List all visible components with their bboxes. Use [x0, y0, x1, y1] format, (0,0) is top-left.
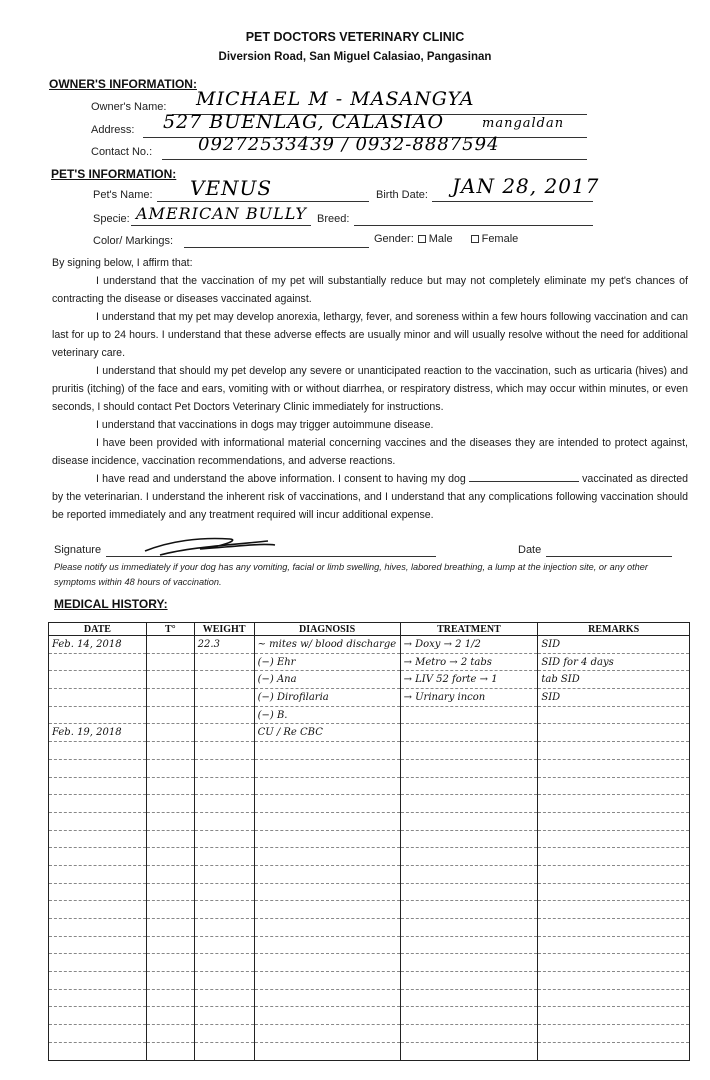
owner-section-title: OWNER'S INFORMATION: [49, 77, 197, 91]
table-cell[interactable] [194, 865, 254, 883]
table-cell[interactable] [254, 848, 400, 866]
date-label: Date [518, 544, 542, 556]
column-header: T° [146, 623, 194, 636]
gender-male-label: Male [428, 233, 453, 245]
table-row [49, 742, 690, 760]
table-cell[interactable] [254, 883, 400, 901]
table-cell[interactable] [400, 795, 538, 813]
table-cell[interactable] [146, 865, 194, 883]
signature-scribble [140, 533, 280, 559]
table-cell[interactable] [49, 812, 147, 830]
pet-name-value[interactable]: VENUS [190, 176, 273, 200]
breed-line[interactable] [354, 225, 593, 226]
breed-label: Breed: [317, 213, 350, 225]
table-cell[interactable] [254, 777, 400, 795]
consent-p3: I understand that should my pet develop any severe or unanticipated reaction to the vaccination, such as urticaria (hives) and pruritis (itching) of the face and ears, vomiting with or without diarrhea, or respiratory distress, which may occur within minutes, or even seconds, I should contact Pet Doctors Veterinary Clinic immediately for instructions. [52, 365, 688, 413]
table-cell[interactable]: (−) Ana [254, 671, 400, 689]
table-cell[interactable] [194, 671, 254, 689]
table-cell[interactable] [49, 742, 147, 760]
table-cell[interactable] [49, 795, 147, 813]
table-cell[interactable] [194, 972, 254, 990]
table-cell[interactable] [538, 1025, 690, 1043]
table-cell[interactable] [49, 653, 147, 671]
table-cell[interactable] [538, 954, 690, 972]
table-row [49, 848, 690, 866]
table-cell[interactable] [194, 1025, 254, 1043]
table-cell[interactable] [49, 919, 147, 937]
notice-text: Please notify us immediately if your dog has any vomiting, facial or limb swelling, hives, labored breathing, a lump at the injection site, or any other symptoms within 48 hours of vaccination. [54, 562, 648, 587]
table-cell[interactable] [538, 1007, 690, 1025]
table-cell[interactable] [254, 865, 400, 883]
table-cell[interactable] [254, 830, 400, 848]
table-cell[interactable] [538, 865, 690, 883]
table-cell[interactable] [146, 936, 194, 954]
table-row [49, 636, 690, 654]
table-cell[interactable]: Feb. 14, 2018 [49, 636, 147, 654]
table-cell[interactable] [538, 795, 690, 813]
table-cell[interactable] [49, 689, 147, 707]
table-cell[interactable] [254, 1042, 400, 1060]
signature-label: Signature [54, 544, 102, 556]
table-cell[interactable] [400, 1042, 538, 1060]
table-cell[interactable] [538, 777, 690, 795]
table-cell[interactable] [146, 954, 194, 972]
table-cell[interactable] [146, 1007, 194, 1025]
birth-date-label: Birth Date: [376, 189, 428, 201]
table-cell[interactable] [194, 724, 254, 742]
table-cell[interactable] [194, 919, 254, 937]
color-markings-line[interactable] [184, 247, 369, 248]
table-row [49, 706, 690, 724]
address-value[interactable]: 527 BUENLAG, CALASIAO [163, 111, 445, 133]
owner-name-value[interactable]: MICHAEL M - MASANGYA [196, 88, 475, 110]
clinic-name: PET DOCTORS VETERINARY CLINIC [245, 30, 465, 44]
table-row [49, 883, 690, 901]
table-cell[interactable] [49, 777, 147, 795]
table-row [49, 901, 690, 919]
table-cell[interactable] [49, 759, 147, 777]
table-cell[interactable] [146, 777, 194, 795]
table-cell[interactable] [49, 671, 147, 689]
column-header: DATE [49, 623, 147, 636]
table-cell[interactable] [194, 1007, 254, 1025]
owner-name-label: Owner's Name: [91, 101, 167, 113]
table-cell[interactable] [538, 812, 690, 830]
table-cell[interactable]: ~ mites w/ blood discharge [254, 636, 400, 654]
table-cell[interactable]: → Doxy → 2 1/2 [400, 636, 538, 654]
table-cell[interactable] [49, 972, 147, 990]
consent-p6b: vaccinated [582, 473, 633, 485]
table-cell[interactable] [49, 706, 147, 724]
medical-table-body [49, 636, 690, 1061]
clinic-address: Diversion Road, San Miguel Calasiao, Pangasinan [218, 51, 492, 63]
table-cell[interactable] [538, 759, 690, 777]
gender-label: Gender: [374, 233, 414, 245]
table-cell[interactable] [254, 901, 400, 919]
table-cell[interactable] [194, 830, 254, 848]
consent-intro: By signing below, I affirm that: [52, 257, 193, 269]
table-cell[interactable] [49, 989, 147, 1007]
table-cell[interactable] [400, 901, 538, 919]
table-cell[interactable] [194, 1042, 254, 1060]
table-cell[interactable] [538, 883, 690, 901]
table-cell[interactable]: SID [538, 636, 690, 654]
consent-p2: I understand that my pet may develop anorexia, lethargy, fever, and soreness within a few hours following vaccination and can last for up to 24 hours. I understand that these adverse effects are usually minor and will usually resolve without the need for additional veterinary care. [52, 311, 688, 359]
consent-p6a: I have read and understand the above information. I consent to having my dog [96, 473, 466, 485]
table-cell[interactable] [146, 636, 194, 654]
gender-female-checkbox[interactable] [471, 235, 479, 243]
table-cell[interactable] [146, 795, 194, 813]
gender-field [374, 233, 518, 245]
column-header: TREATMENT [400, 623, 538, 636]
table-row [49, 830, 690, 848]
specie-label: Specie: [93, 213, 130, 225]
consent-p5: I have been provided with informational material concerning vaccines and the diseases they are intended to protect against, disease incidence, vaccination recommendations, and adverse reactions. [52, 437, 688, 467]
table-cell[interactable] [254, 742, 400, 760]
table-cell[interactable] [538, 848, 690, 866]
table-cell[interactable] [538, 830, 690, 848]
table-cell[interactable]: (−) Ehr [254, 653, 400, 671]
table-cell[interactable] [254, 795, 400, 813]
table-row [49, 1007, 690, 1025]
table-cell[interactable] [400, 830, 538, 848]
table-cell[interactable] [400, 954, 538, 972]
table-row [49, 954, 690, 972]
table-cell[interactable] [146, 724, 194, 742]
consent-p6 [52, 470, 688, 524]
table-cell[interactable] [400, 848, 538, 866]
table-cell[interactable] [49, 954, 147, 972]
address-label: Address: [91, 124, 135, 136]
table-cell[interactable] [146, 901, 194, 919]
table-row [49, 865, 690, 883]
table-cell[interactable] [194, 653, 254, 671]
specie-value[interactable]: AMERICAN BULLY [136, 204, 307, 223]
pet-section-title: PET'S INFORMATION: [51, 167, 177, 181]
table-cell[interactable] [49, 936, 147, 954]
table-cell[interactable]: (−) B. [254, 706, 400, 724]
table-cell[interactable] [400, 812, 538, 830]
table-cell[interactable] [400, 1007, 538, 1025]
table-row [49, 919, 690, 937]
table-cell[interactable] [49, 865, 147, 883]
table-cell[interactable] [49, 883, 147, 901]
table-cell[interactable] [194, 795, 254, 813]
table-cell[interactable] [146, 706, 194, 724]
table-cell[interactable] [194, 777, 254, 795]
table-row [49, 1025, 690, 1043]
pet-name-line [157, 201, 369, 202]
table-cell[interactable] [254, 972, 400, 990]
table-row [49, 653, 690, 671]
table-cell[interactable] [146, 759, 194, 777]
table-cell[interactable] [400, 972, 538, 990]
contact-line [162, 159, 587, 160]
table-cell[interactable] [254, 989, 400, 1007]
table-cell[interactable] [400, 759, 538, 777]
table-cell[interactable] [49, 1042, 147, 1060]
consent-p6c: as directed by the veterinarian. I understand the inherent risk of vaccinations, and I understand that any complications following vaccination should be reported immediately and any treatment required will incur additional expense. [52, 473, 688, 521]
table-cell[interactable] [146, 1025, 194, 1043]
table-cell[interactable] [194, 689, 254, 707]
table-row [49, 777, 690, 795]
table-cell[interactable] [254, 1025, 400, 1043]
table-cell[interactable] [538, 936, 690, 954]
table-cell[interactable]: CU / Re CBC [254, 724, 400, 742]
table-row [49, 989, 690, 1007]
table-cell[interactable] [194, 901, 254, 919]
column-header: REMARKS [538, 623, 690, 636]
table-cell[interactable]: → Metro → 2 tabs [400, 653, 538, 671]
consent-text [52, 254, 688, 524]
table-row [49, 671, 690, 689]
gender-male-checkbox[interactable] [418, 235, 426, 243]
table-cell[interactable] [146, 848, 194, 866]
table-cell[interactable] [538, 706, 690, 724]
table-cell[interactable] [400, 742, 538, 760]
table-cell[interactable] [400, 724, 538, 742]
table-cell[interactable] [538, 901, 690, 919]
table-row [49, 1042, 690, 1060]
table-cell[interactable] [49, 1007, 147, 1025]
date-line[interactable] [546, 556, 672, 557]
table-cell[interactable] [146, 1042, 194, 1060]
birth-date-value[interactable]: JAN 28, 2017 [452, 174, 600, 198]
dog-name-blank[interactable] [469, 481, 579, 482]
table-cell[interactable] [146, 830, 194, 848]
table-row [49, 812, 690, 830]
table-cell[interactable] [254, 812, 400, 830]
table-cell[interactable] [194, 848, 254, 866]
table-cell[interactable] [194, 936, 254, 954]
table-cell[interactable]: SID for 4 days [538, 653, 690, 671]
table-cell[interactable] [49, 901, 147, 919]
table-cell[interactable] [400, 865, 538, 883]
birth-date-line [432, 201, 593, 202]
table-cell[interactable] [194, 812, 254, 830]
color-markings-label: Color/ Markings: [93, 235, 174, 247]
table-cell[interactable] [194, 742, 254, 760]
consent-p4: I understand that vaccinations in dogs may trigger autoimmune disease. [96, 419, 434, 431]
table-cell[interactable] [400, 883, 538, 901]
table-cell[interactable] [538, 724, 690, 742]
table-cell[interactable] [194, 706, 254, 724]
table-cell[interactable] [538, 989, 690, 1007]
table-cell[interactable] [146, 972, 194, 990]
table-cell[interactable] [254, 1007, 400, 1025]
address-extra-value[interactable]: mangaldan [482, 116, 565, 131]
column-header: WEIGHT [194, 623, 254, 636]
specie-line [131, 225, 311, 226]
table-cell[interactable] [146, 671, 194, 689]
table-row [49, 795, 690, 813]
table-cell[interactable] [400, 1025, 538, 1043]
table-cell[interactable] [146, 689, 194, 707]
contact-value[interactable]: 09272533439 / 0932-8887594 [198, 134, 500, 155]
medical-history-table [48, 622, 690, 1061]
table-cell[interactable] [254, 936, 400, 954]
table-row [49, 724, 690, 742]
table-cell[interactable] [49, 830, 147, 848]
table-row [49, 936, 690, 954]
table-row [49, 972, 690, 990]
table-cell[interactable] [400, 936, 538, 954]
table-cell[interactable] [538, 742, 690, 760]
table-cell[interactable] [400, 777, 538, 795]
table-cell[interactable] [194, 759, 254, 777]
table-cell[interactable]: SID [538, 689, 690, 707]
table-cell[interactable] [254, 759, 400, 777]
table-cell[interactable] [194, 954, 254, 972]
table-cell[interactable]: Feb. 19, 2018 [49, 724, 147, 742]
table-cell[interactable] [538, 972, 690, 990]
table-cell[interactable] [400, 706, 538, 724]
table-cell[interactable] [400, 919, 538, 937]
table-row [49, 689, 690, 707]
consent-p1: I understand that the vaccination of my pet will substantially reduce but may not completely eliminate my pet's chances of contracting the disease or diseases vaccinated against. [52, 275, 688, 305]
table-cell[interactable] [194, 989, 254, 1007]
medical-section-title: MEDICAL HISTORY: [54, 597, 168, 611]
table-row [49, 759, 690, 777]
table-cell[interactable] [146, 812, 194, 830]
table-cell[interactable] [254, 919, 400, 937]
medical-header-row [49, 623, 690, 636]
table-cell[interactable] [538, 1042, 690, 1060]
table-cell[interactable]: (−) Dirofilaria [254, 689, 400, 707]
table-cell[interactable]: 22.3 [194, 636, 254, 654]
pet-name-label: Pet's Name: [93, 189, 153, 201]
table-cell[interactable] [146, 883, 194, 901]
table-cell[interactable] [146, 653, 194, 671]
table-cell[interactable] [146, 919, 194, 937]
table-cell[interactable]: → LIV 52 forte → 1 [400, 671, 538, 689]
contact-label: Contact No.: [91, 146, 153, 158]
table-cell[interactable]: tab SID [538, 671, 690, 689]
table-cell[interactable] [254, 954, 400, 972]
gender-female-label: Female [481, 233, 519, 245]
table-cell[interactable] [49, 1025, 147, 1043]
table-cell[interactable] [194, 883, 254, 901]
table-cell[interactable] [146, 989, 194, 1007]
table-cell[interactable] [538, 919, 690, 937]
table-cell[interactable] [400, 989, 538, 1007]
table-cell[interactable]: → Urinary incon [400, 689, 538, 707]
column-header: DIAGNOSIS [254, 623, 400, 636]
table-cell[interactable] [146, 742, 194, 760]
table-cell[interactable] [49, 848, 147, 866]
